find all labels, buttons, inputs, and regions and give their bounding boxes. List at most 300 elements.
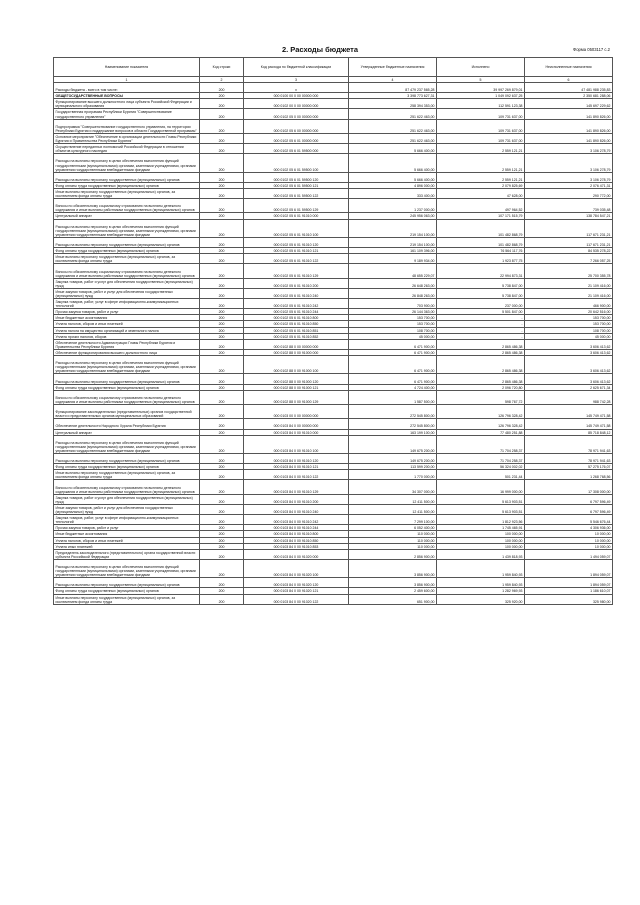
table-cell-unexecuted: 25 700 355,78 — [525, 264, 613, 278]
table-cell-line-code: 200 — [200, 464, 244, 470]
table-cell-executed: 2 559 121,21 — [437, 154, 525, 172]
table-cell-unexecuted: 141 890 826,00 — [525, 119, 613, 133]
table-cell-unexecuted: 21 109 416,00 — [525, 278, 613, 288]
table-cell-unexecuted: 2 350 681 288,06 — [525, 93, 613, 99]
table-cell-unexecuted: 84 535 278,22 — [525, 248, 613, 254]
table-cell-executed: 107 171 515,79 — [437, 213, 525, 219]
table-cell-name: Уплата налогов, сборов и иных платежей — [54, 321, 200, 327]
table-cell-line-code: 200 — [200, 537, 244, 543]
table-cell-unexecuted: 6 797 596,49 — [525, 504, 613, 514]
table-cell-line-code: 200 — [200, 213, 244, 219]
table-cell-line-code: 200 — [200, 309, 244, 315]
table-cell-name: Иные закупки товаров, работ и услуг для обеспечения государственных (муниципальных) нужд — [54, 504, 200, 514]
table-cell-unexecuted: 47 481 988 235,83 — [525, 83, 613, 93]
table-cell-approved: 153 700,00 — [349, 315, 437, 321]
table-body — [54, 83, 613, 605]
table-cell-executed: - — [437, 315, 525, 321]
table-cell-executed: 2 559 121,21 — [437, 144, 525, 154]
table-cell-kbk: 000 0103 84 0 00 91020 122 — [244, 594, 349, 604]
table-cell-approved: 219 154 100,00 — [349, 219, 437, 237]
table-cell-line-code: 200 — [200, 339, 244, 349]
table-cell-approved: 9 189 934,00 — [349, 254, 437, 264]
table-cell-unexecuted: 3 106 278,79 — [525, 144, 613, 154]
table-cell-executed: 126 796 328,42 — [437, 405, 525, 419]
table-cell-unexecuted: 138 784 547,21 — [525, 213, 613, 219]
table-cell-name: Иные бюджетные ассигнования — [54, 315, 200, 321]
table-cell-name: Закупка товаров, работ, услуг в сфере информационно-коммуникационных технологий — [54, 515, 200, 525]
table-cell-name: Взносы по обязательному социальному страхованию на выплаты денежного содержания и иные выплаты работникам государственных (муниципальных) органов — [54, 480, 200, 494]
table-cell-line-code: 200 — [200, 321, 244, 327]
table-cell-line-code: 200 — [200, 254, 244, 264]
table-cell-kbk: 000 0102 05 6 01 59500 100 — [244, 154, 349, 172]
table-cell-name: Расходы на выплаты персоналу в целях обеспечения выполнения функций государственными (муниципальными) органами, казенными учреждениями, органами управления государственными внебюджетными фондами — [54, 356, 200, 374]
table-cell-line-code: 200 — [200, 405, 244, 419]
table-cell-line-code: 200 — [200, 219, 244, 237]
table-cell-line-code: 200 — [200, 278, 244, 288]
table-cell-approved: 45 000,00 — [349, 333, 437, 339]
table-row — [54, 480, 613, 494]
table-cell-approved: 6 471 900,00 — [349, 356, 437, 374]
table-cell-unexecuted: 1 494 059,07 — [525, 549, 613, 559]
table-cell-kbk: 000 0102 05 6 01 59500 121 — [244, 182, 349, 188]
table-cell-line-code: 200 — [200, 315, 244, 321]
table-cell-name: Фонд оплаты труда государственных (муниципальных) органов — [54, 182, 200, 188]
table-cell-unexecuted: 290 772,00 — [525, 189, 613, 199]
table-cell-unexecuted: 57 275 176,07 — [525, 464, 613, 470]
column-number: 4 — [349, 77, 437, 83]
table-row — [54, 453, 613, 463]
table-row — [54, 109, 613, 119]
table-cell-kbk: 000 0102 05 6 00 00000 000 — [244, 119, 349, 133]
table-cell-kbk: 000 0103 84 0 00 91010 240 — [244, 504, 349, 514]
table-cell-approved: 4 724 400,00 — [349, 384, 437, 390]
table-row — [54, 559, 613, 577]
table-cell-executed: 109 731 637,00 — [437, 133, 525, 143]
table-cell-line-code: 200 — [200, 237, 244, 247]
table-cell-name: Закупка товаров, работ и услуг для обеспечения государственных (муниципальных) нужд — [54, 494, 200, 504]
table-row — [54, 578, 613, 588]
table-cell-line-code: 200 — [200, 189, 244, 199]
table-cell-executed: 100 000,00 — [437, 537, 525, 543]
table-cell-line-code: 200 — [200, 182, 244, 188]
table-cell-unexecuted: 4 306 936,00 — [525, 525, 613, 531]
table-cell-executed: 2 865 486,38 — [437, 374, 525, 384]
table-cell-executed: 1 439 818,93 — [437, 549, 525, 559]
table-cell-kbk: 000 0103 84 0 00 91010 120 — [244, 453, 349, 463]
table-cell-line-code: 200 — [200, 133, 244, 143]
table-cell-kbk: 000 0103 84 0 00 91010 100 — [244, 435, 349, 453]
table-cell-name: Государственная программа Республики Бурятия "Совершенствование государственного управления" — [54, 109, 200, 119]
table-cell-name: Расходы бюджета - всего в том числе: — [54, 83, 200, 93]
table-cell-kbk: 000 0103 84 0 00 91010 200 — [244, 494, 349, 504]
table-row — [54, 264, 613, 278]
table-row — [54, 119, 613, 133]
table-cell-approved: 251 622 463,00 — [349, 109, 437, 119]
table-cell-approved: 245 956 063,00 — [349, 213, 437, 219]
table-cell-approved: 34 307 000,00 — [349, 480, 437, 494]
table-cell-kbk: 000 0102 05 6 01 91010 000 — [244, 213, 349, 219]
table-cell-approved: 1 587 500,00 — [349, 390, 437, 404]
table-cell-line-code: 200 — [200, 119, 244, 133]
table-cell-name: Взносы по обязательному социальному страхованию на выплаты денежного содержания и иные выплаты работникам государственных (муниципальных) органов — [54, 199, 200, 213]
table-cell-unexecuted: 108 700,00 — [525, 327, 613, 333]
table-cell-executed: 325 920,00 — [437, 594, 525, 604]
table-cell-unexecuted: 78 971 941,63 — [525, 435, 613, 453]
table-cell-name: Расходы на выплаты персоналу в целях обеспечения выполнения функций государственными (муниципальными) органами, казенными учреждениями, органами управления государственными внебюджетными фондами — [54, 154, 200, 172]
table-cell-approved: 703 900,00 — [349, 299, 437, 309]
table-cell-executed: 501 231,44 — [437, 470, 525, 480]
table-row — [54, 549, 613, 559]
table-cell-approved: 87 479 237 565,28 — [349, 83, 437, 93]
table-cell-executed: - — [437, 327, 525, 333]
table-cell-line-code: 200 — [200, 494, 244, 504]
table-row — [54, 419, 613, 429]
table-row — [54, 504, 613, 514]
table-cell-executed: 2 096 720,80 — [437, 384, 525, 390]
table-cell-line-code: 200 — [200, 299, 244, 309]
table-cell-executed: 5 501 847,00 — [437, 309, 525, 315]
table-cell-name: Уплата иных платежей — [54, 543, 200, 549]
table-cell-unexecuted: 3 106 278,79 — [525, 154, 613, 172]
table-cell-line-code: 200 — [200, 525, 244, 531]
table-cell-unexecuted: 45 000,00 — [525, 333, 613, 339]
table-row — [54, 374, 613, 384]
table-cell-approved: 219 154 100,00 — [349, 237, 437, 247]
table-cell-executed: 1 745 465,91 — [437, 525, 525, 531]
header-kbk: Код расхода по бюджетной классификации — [244, 58, 349, 77]
table-cell-name: ОБЩЕГОСУДАРСТВЕННЫЕ ВОПРОСЫ — [54, 93, 200, 99]
table-cell-kbk: 000 0102 05 6 01 59500 122 — [244, 189, 349, 199]
table-cell-name: Фонд оплаты труда государственных (муниципальных) органов — [54, 588, 200, 594]
table-cell-approved: 3 856 900,00 — [349, 559, 437, 577]
table-cell-executed: 2 865 486,38 — [437, 349, 525, 355]
table-cell-approved: 333 400,00 — [349, 189, 437, 199]
table-cell-executed: 22 994 873,31 — [437, 264, 525, 278]
table-cell-unexecuted: 5 546 676,44 — [525, 515, 613, 525]
table-cell-name: Прочая закупка товаров, работ и услуг — [54, 309, 200, 315]
table-cell-executed: 497 964,52 — [437, 199, 525, 213]
table-cell-line-code: 200 — [200, 154, 244, 172]
table-cell-name: Иные выплаты персоналу государственных (муниципальных) органов, за исключением фонда оплаты труда — [54, 189, 200, 199]
table-cell-unexecuted: 141 890 826,00 — [525, 109, 613, 119]
header-name: Наименование показателя — [54, 58, 200, 77]
table-cell-executed: 71 704 258,37 — [437, 435, 525, 453]
table-cell-name: Уплата налога на имущество организаций и земельного налога — [54, 327, 200, 333]
table-cell-unexecuted: 1 894 059,07 — [525, 559, 613, 577]
table-cell-line-code: 200 — [200, 333, 244, 339]
table-cell-line-code: 200 — [200, 594, 244, 604]
table-cell-line-code: 200 — [200, 543, 244, 549]
table-row — [54, 339, 613, 349]
table-cell-line-code: 200 — [200, 374, 244, 384]
table-cell-kbk: 000 0103 84 0 00 91010 129 — [244, 480, 349, 494]
table-cell-approved: 258 394 353,00 — [349, 99, 437, 109]
table-row — [54, 83, 613, 93]
table-cell-line-code: 200 — [200, 429, 244, 435]
table-cell-executed: 598 767,72 — [437, 390, 525, 404]
table-cell-line-code: 200 — [200, 531, 244, 537]
table-cell-name: Функционирование высшего должностного лица субъекта Российской Федерации и муниципального образования — [54, 99, 200, 109]
table-cell-approved: 149 675 200,00 — [349, 435, 437, 453]
table-cell-kbk: 000 0103 84 0 00 91010 000 — [244, 429, 349, 435]
table-cell-unexecuted: 466 900,00 — [525, 299, 613, 309]
column-number: 5 — [437, 77, 525, 83]
table-cell-line-code: 200 — [200, 515, 244, 525]
table-cell-executed: 5 738 847,00 — [437, 278, 525, 288]
table-cell-approved: 5 666 400,00 — [349, 144, 437, 154]
table-cell-unexecuted: 145 749 471,58 — [525, 405, 613, 419]
table-cell-approved: 3 398 773 627,31 — [349, 93, 437, 99]
table-cell-name: Центральный аппарат — [54, 213, 200, 219]
table-cell-kbk: 000 0102 05 6 01 91010 240 — [244, 288, 349, 298]
table-cell-executed: 16 999 000,00 — [437, 480, 525, 494]
table-cell-kbk: 000 0102 88 0 00 91000 129 — [244, 390, 349, 404]
table-row — [54, 99, 613, 109]
table-row — [54, 237, 613, 247]
table-cell-approved: 26 144 363,00 — [349, 309, 437, 315]
table-cell-approved: 5 666 400,00 — [349, 154, 437, 172]
table-cell-kbk: 000 0102 05 6 01 91010 120 — [244, 237, 349, 247]
table-cell-kbk: 000 0102 88 0 00 91000 100 — [244, 356, 349, 374]
table-cell-approved: 12 411 500,00 — [349, 494, 437, 504]
table-cell-executed: 1 959 840,93 — [437, 559, 525, 577]
column-number: 3 — [244, 77, 349, 83]
table-row — [54, 144, 613, 154]
column-number: 2 — [200, 77, 244, 83]
table-cell-approved: 163 199 100,00 — [349, 429, 437, 435]
table-cell-line-code: 200 — [200, 288, 244, 298]
table-cell-line-code: 200 — [200, 83, 244, 93]
table-cell-approved: 6 471 900,00 — [349, 339, 437, 349]
table-cell-name: Расходы на выплаты персоналу в целях обеспечения выполнения функций государственными (муниципальными) органами, казенными учреждениями, органами управления государственными внебюджетными фондами — [54, 435, 200, 453]
table-cell-kbk: 000 0102 05 6 01 91010 851 — [244, 327, 349, 333]
table-cell-executed: 2 865 486,38 — [437, 339, 525, 349]
table-cell-line-code: 200 — [200, 549, 244, 559]
table-cell-name: Иные выплаты персоналу государственных (муниципальных) органов, за исключением фонда оплаты труда — [54, 470, 200, 480]
table-cell-executed: 76 564 117,76 — [437, 248, 525, 254]
table-cell-line-code: 200 — [200, 435, 244, 453]
table-cell-kbk: 000 0103 00 0 00 00000 000 — [244, 405, 349, 419]
table-cell-kbk: 000 0103 84 0 00 91010 850 — [244, 537, 349, 543]
table-cell-name: Обеспечение деятельности Народного Хурала Республики Бурятия — [54, 419, 200, 429]
table-cell-approved: 251 622 463,00 — [349, 119, 437, 133]
header-row — [54, 58, 613, 77]
table-cell-line-code: 200 — [200, 99, 244, 109]
table-cell-executed: 101 482 868,79 — [437, 237, 525, 247]
table-cell-approved: 110 000,00 — [349, 537, 437, 543]
table-cell-approved: 2 856 900,00 — [349, 549, 437, 559]
table-cell-executed: 2 865 486,38 — [437, 356, 525, 374]
table-cell-unexecuted: 2 076 471,31 — [525, 182, 613, 188]
table-cell-unexecuted: 3 106 278,79 — [525, 172, 613, 182]
table-cell-executed: 109 731 637,00 — [437, 119, 525, 133]
table-cell-line-code: 200 — [200, 578, 244, 588]
table-cell-approved: 108 700,00 — [349, 327, 437, 333]
table-cell-executed: 39 997 269 879,01 — [437, 83, 525, 93]
table-cell-unexecuted: 21 109 416,00 — [525, 288, 613, 298]
table-cell-unexecuted: 3 606 413,62 — [525, 374, 613, 384]
table-cell-unexecuted: 10 000,00 — [525, 543, 613, 549]
table-cell-executed: 47 628,00 — [437, 189, 525, 199]
table-cell-unexecuted: 17 308 000,00 — [525, 480, 613, 494]
table-cell-name: Центральный аппарат — [54, 429, 200, 435]
column-number: 1 — [54, 77, 200, 83]
table-cell-unexecuted: 1 186 610,07 — [525, 588, 613, 594]
table-cell-executed: 1 923 877,75 — [437, 254, 525, 264]
table-cell-unexecuted: 2 625 671,34 — [525, 384, 613, 390]
table-cell-name: Подпрограмма "Совершенствование государственного управления, на территории Республики Бурятия и поддержание вопросов в области Государственной программы" — [54, 119, 200, 133]
table-cell-unexecuted: 10 000,00 — [525, 537, 613, 543]
table-cell-line-code: 200 — [200, 93, 244, 99]
table-cell-line-code: 200 — [200, 384, 244, 390]
table-row — [54, 515, 613, 525]
table-cell-kbk: 000 0103 84 0 00 00000 000 — [244, 419, 349, 429]
table-cell-name: Закупка товаров, работ, услуг в сфере информационно-коммуникационных технологий — [54, 299, 200, 309]
table-cell-approved: 251 622 463,00 — [349, 133, 437, 143]
table-row — [54, 594, 613, 604]
header-approved: Утвержденные бюджетные назначения — [349, 58, 437, 77]
table-cell-name: Расходы на выплаты персоналу государственных (муниципальных) органов — [54, 453, 200, 463]
table-cell-executed: 100 000,00 — [437, 531, 525, 537]
table-cell-unexecuted: 20 642 516,00 — [525, 309, 613, 315]
table-row — [54, 199, 613, 213]
table-cell-kbk: 000 0103 84 0 00 91020 120 — [244, 578, 349, 588]
expenses-table — [53, 57, 613, 605]
table-cell-line-code: 200 — [200, 109, 244, 119]
table-cell-line-code: 200 — [200, 144, 244, 154]
table-cell-approved: 110 000,00 — [349, 543, 437, 549]
table-cell-line-code: 200 — [200, 349, 244, 355]
table-cell-name: Фонд оплаты труда государственных (муниципальных) органов — [54, 248, 200, 254]
table-cell-kbk: 000 0102 88 0 00 91000 000 — [244, 349, 349, 355]
table-cell-executed: 126 796 328,42 — [437, 419, 525, 429]
table-cell-approved: 6 052 400,00 — [349, 525, 437, 531]
table-cell-approved: 7 299 100,00 — [349, 515, 437, 525]
table-cell-executed: 1 959 840,93 — [437, 578, 525, 588]
table-row — [54, 405, 613, 419]
table-row — [54, 435, 613, 453]
table-cell-approved: 3 856 900,00 — [349, 578, 437, 588]
table-cell-executed: 5 738 847,00 — [437, 288, 525, 298]
table-cell-kbk: 000 0102 05 6 01 91010 122 — [244, 254, 349, 264]
table-cell-executed: 100 000,00 — [437, 543, 525, 549]
table-cell-line-code: 200 — [200, 470, 244, 480]
table-cell-name: Расходы на выплаты персоналу в целях обеспечения выполнения функций государственными (муниципальными) органами, казенными учреждениями, органами управления государственными внебюджетными фондами — [54, 559, 200, 577]
table-cell-executed: 112 591 123,38 — [437, 99, 525, 109]
table-cell-line-code: 200 — [200, 419, 244, 429]
table-cell-unexecuted: 85 718 848,12 — [525, 429, 613, 435]
table-row — [54, 356, 613, 374]
table-cell-kbk: 000 0102 05 6 01 91010 800 — [244, 315, 349, 321]
table-cell-unexecuted: 1 268 768,56 — [525, 470, 613, 480]
table-cell-kbk: 000 0103 84 0 00 91020 000 — [244, 549, 349, 559]
table-cell-approved: 26 648 263,00 — [349, 278, 437, 288]
table-cell-approved: 272 545 800,00 — [349, 419, 437, 429]
table-cell-executed: - — [437, 333, 525, 339]
table-cell-kbk: 000 0102 05 6 01 00000 000 — [244, 133, 349, 143]
table-cell-kbk: 000 0102 05 6 01 91010 100 — [244, 219, 349, 237]
table-row — [54, 494, 613, 504]
table-cell-kbk: 000 0102 05 6 01 91010 200 — [244, 278, 349, 288]
table-cell-executed: 5 613 903,51 — [437, 504, 525, 514]
table-cell-approved: 5 666 400,00 — [349, 172, 437, 182]
header-line-code: Код строки — [200, 58, 244, 77]
table-cell-name: Фонд оплаты труда государственных (муниципальных) органов — [54, 464, 200, 470]
table-cell-executed: 109 731 637,00 — [437, 109, 525, 119]
table-cell-name: Прочая закупка товаров, работ и услуг — [54, 525, 200, 531]
table-row — [54, 219, 613, 237]
table-cell-approved: 1 237 000,00 — [349, 199, 437, 213]
table-row — [54, 390, 613, 404]
table-cell-kbk: 000 0102 05 6 01 59500 129 — [244, 199, 349, 213]
table-cell-unexecuted: 6 797 596,49 — [525, 494, 613, 504]
table-row — [54, 154, 613, 172]
table-cell-kbk: 000 0102 05 0 00 00000 000 — [244, 109, 349, 119]
table-cell-line-code: 200 — [200, 199, 244, 213]
table-cell-approved: 48 655 229,07 — [349, 264, 437, 278]
table-cell-executed: 237 000,00 — [437, 299, 525, 309]
table-cell-kbk: 000 0103 84 0 00 91020 100 — [244, 559, 349, 577]
table-cell-unexecuted: 153 700,00 — [525, 315, 613, 321]
table-cell-line-code: 200 — [200, 248, 244, 254]
header-executed: Исполнено — [437, 58, 525, 77]
table-cell-executed: 77 480 251,88 — [437, 429, 525, 435]
table-cell-kbk: 000 0103 84 0 00 91020 121 — [244, 588, 349, 594]
table-cell-approved: 272 545 800,00 — [349, 405, 437, 419]
table-cell-name: Взносы по обязательному социальному страхованию на выплаты денежного содержания и иные выплаты работникам государственных (муниципальных) органов — [54, 264, 200, 278]
table-cell-unexecuted: 3 606 413,62 — [525, 349, 613, 355]
table-cell-line-code: 200 — [200, 264, 244, 278]
table-cell-name: Обеспечение деятельности Администрации Главы Республики Бурятия и Правительства Республики Бурятия — [54, 339, 200, 349]
table-cell-kbk: 000 0102 05 6 01 59500 120 — [244, 172, 349, 182]
table-row — [54, 254, 613, 264]
table-cell-unexecuted: 325 980,00 — [525, 594, 613, 604]
table-cell-name: Иные выплаты персоналу государственных (муниципальных) органов, за исключением фонда оплаты труда — [54, 594, 200, 604]
table-cell-executed: 1 049 092 637,25 — [437, 93, 525, 99]
table-cell-unexecuted: 1 894 059,07 — [525, 578, 613, 588]
table-row — [54, 470, 613, 480]
table-cell-kbk: 000 0103 84 0 00 91010 122 — [244, 470, 349, 480]
table-cell-kbk: 000 0103 84 0 00 91010 800 — [244, 531, 349, 537]
table-cell-line-code: 200 — [200, 172, 244, 182]
table-cell-kbk: 000 0102 05 6 01 59500 000 — [244, 144, 349, 154]
table-cell-unexecuted: 10 000,00 — [525, 531, 613, 537]
table-row — [54, 172, 613, 182]
table-cell-name: Обеспечение функционирования высшего должностного лица — [54, 349, 200, 355]
table-cell-executed: - — [437, 321, 525, 327]
table-cell-name: Расходы на выплаты персоналу в целях обеспечения выполнения функций государственными (муниципальными) органами, казенными учреждениями, органами управления государственными внебюджетными фондами — [54, 219, 200, 237]
column-number: 6 — [525, 77, 613, 83]
report-title: 2. Расходы бюджета — [281, 45, 359, 54]
table-cell-kbk: 000 0102 88 0 00 00000 000 — [244, 339, 349, 349]
table-cell-kbk: 000 0102 05 6 01 91010 244 — [244, 309, 349, 315]
table-cell-unexecuted: 988 742,28 — [525, 390, 613, 404]
table-cell-name: Фонд оплаты труда государственных (муниципальных) органов — [54, 384, 200, 390]
table-cell-name: Расходы на выплаты персоналу государственных (муниципальных) органов — [54, 374, 200, 384]
table-cell-approved: 26 848 263,00 — [349, 288, 437, 298]
table-cell-line-code: 200 — [200, 390, 244, 404]
table-cell-approved: 1 770 000,00 — [349, 470, 437, 480]
table-cell-unexecuted: 739 035,48 — [525, 199, 613, 213]
table-cell-approved: 6 471 900,00 — [349, 374, 437, 384]
table-cell-unexecuted: 153 700,00 — [525, 321, 613, 327]
table-cell-kbk: x — [244, 83, 349, 93]
table-cell-approved: 161 109 396,00 — [349, 248, 437, 254]
table-cell-kbk: 000 0102 05 6 01 91010 850 — [244, 321, 349, 327]
table-cell-kbk: 000 0103 84 0 00 91010 244 — [244, 525, 349, 531]
table-cell-executed: 101 482 868,79 — [437, 219, 525, 237]
table-cell-kbk: 000 0102 88 0 00 91000 121 — [244, 384, 349, 390]
